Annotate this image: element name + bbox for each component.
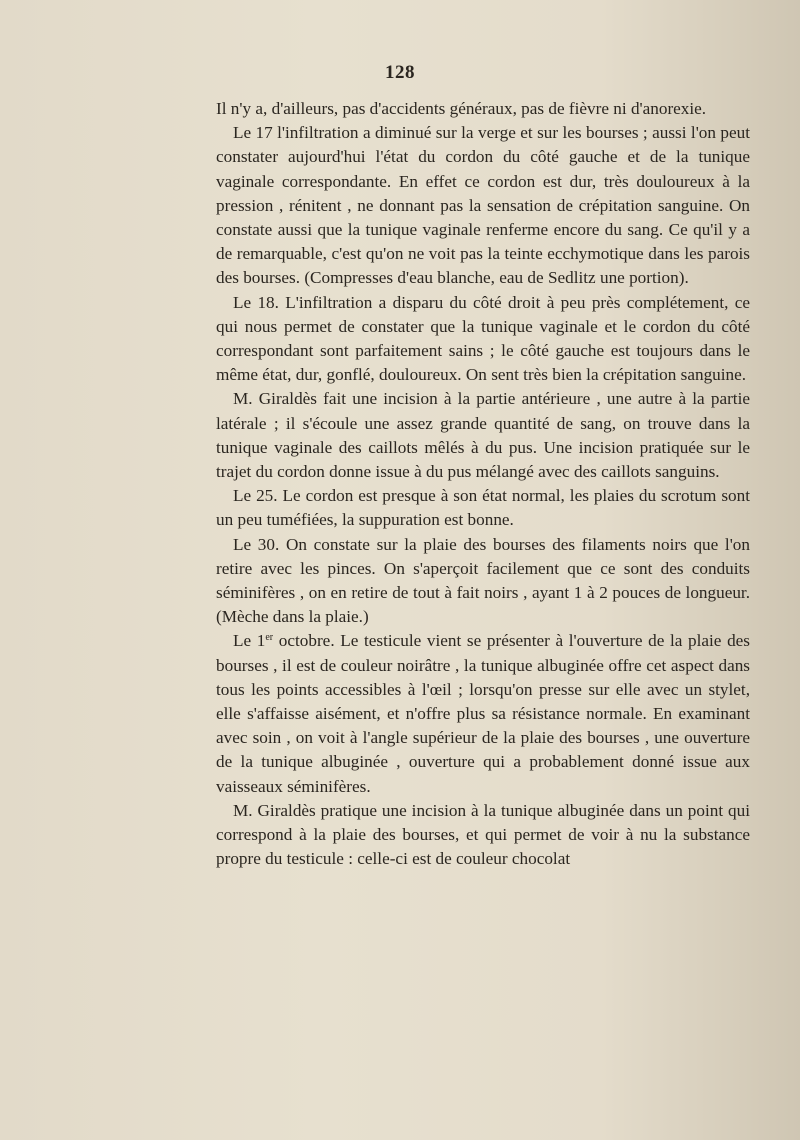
paragraph-general-state: Il n'y a, d'ailleurs, pas d'accidents généraux, pas de fièvre ni d'anorexie. [216, 99, 707, 118]
body-text [216, 97, 750, 872]
paragraph-day-18: Le 18. L'infiltration a disparu du côté droit à peu près complétement, ce qui nous permet de constater que la tunique vaginale et le cordon du côté correspondant sont parfaitement sains ; le côté gauche est toujours dans le même état, dur, gonflé, douloureux. On sent très bien la crépitation sanguine. [216, 292, 750, 385]
paragraph-giraldes-incision: M. Giraldès fait une incision à la partie antérieure , une autre à la partie latérale ; il s'écoule une assez grande quantité de sang, on trouve dans la tunique vaginale des caillots mêlés à du pus. Une incision pratiquée sur le trajet du cordon donne issue à du pus mélangé avec des caillots sanguins. [216, 389, 750, 482]
paragraph-day-17: Le 17 l'infiltration a diminué sur la verge et sur les bourses ; aussi l'on peut constater aujourd'hui l'état du cordon du côté gauche et de la tunique vaginale correspondante. En effet ce cordon est dur, très douloureux à la pression , rénitent , ne donnant pas la sensation de crépitation sanguine. On constate aussi que la tunique vaginale renferme encore du sang. Ce qu'il y a de remarquable, c'est qu'on ne voit pas la teinte ecchymotique dans les parois des bourses. (Compresses d'eau blanche, eau de Sedlitz une portion). [216, 123, 750, 288]
date-prefix: Le 1 [233, 631, 266, 651]
ordinal-superscript: er [265, 632, 274, 644]
page-number: 128 [385, 62, 415, 83]
october-1-text: octobre. Le testicule vient se présenter à l'ouverture de la plaie des bourses , il est de couleur noirâtre , la tunique albuginée offre cet aspect dans tous les points accessibles à l'œil ; lorsqu'on presse sur elle avec un stylet, elle s'affaisse aisément, et n'offre plus sa résistance normale. En examinant avec soin , on voit à l'angle supérieur de la plaie des bourses , une ouverture de la tunique albuginée , ouverture qui a probablement donné issue aux vaisseaux séminifères. [216, 631, 750, 796]
paragraph-october-1 [216, 629, 750, 798]
paragraph-albuginea-incision: M. Giraldès pratique une incision à la tunique albuginée dans un point qui correspond à la plaie des bourses, et qui permet de voir à nu la substance propre du testicule : celle-ci est de couleur chocolat [216, 800, 750, 869]
paragraph-day-25: Le 25. Le cordon est presque à son état normal, les plaies du scrotum sont un peu tuméfiées, la suppuration est bonne. [216, 486, 750, 530]
paragraph-day-30: Le 30. On constate sur la plaie des bourses des filaments noirs que l'on retire avec les pinces. On s'aperçoit facilement que ce sont des conduits séminifères , on en retire de tout à fait noirs , ayant 1 à 2 pouces de longueur. (Mèche dans la plaie.) [216, 534, 750, 627]
